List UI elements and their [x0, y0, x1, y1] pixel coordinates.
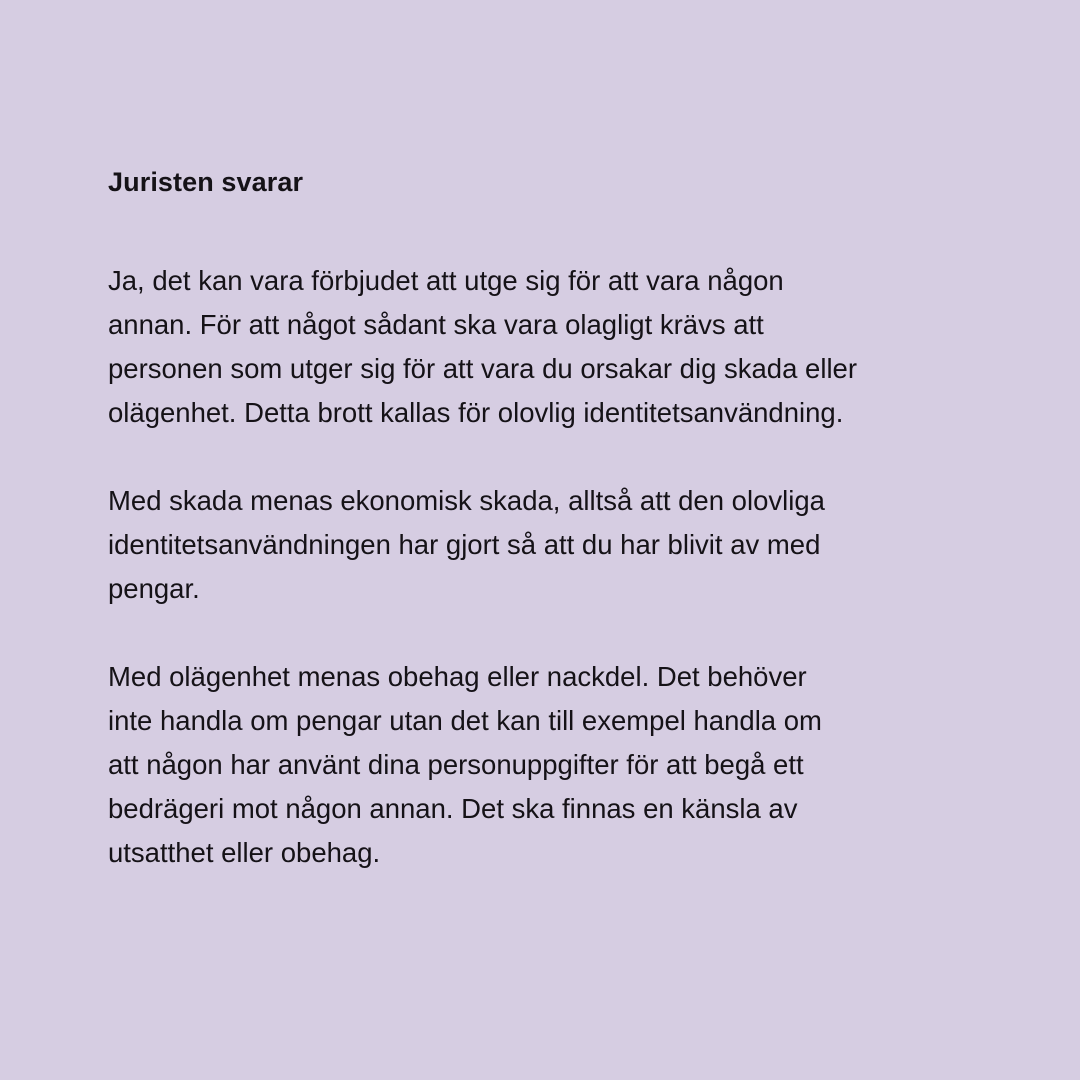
paragraph-line: annan. För att något sådant ska vara olagligt krävs att — [108, 309, 764, 340]
paragraph-line: utsatthet eller obehag. — [108, 837, 381, 868]
answer-paragraph-1 — [108, 259, 988, 435]
answer-paragraph-3 — [108, 655, 988, 875]
paragraph-line: Ja, det kan vara förbjudet att utge sig för att vara någon — [108, 265, 784, 296]
paragraph-line: olägenhet. Detta brott kallas för olovlig identitetsanvändning. — [108, 397, 844, 428]
paragraph-line: bedrägeri mot någon annan. Det ska finnas en känsla av — [108, 793, 798, 824]
paragraph-line: inte handla om pengar utan det kan till exempel handla om — [108, 705, 822, 736]
paragraph-line: personen som utger sig för att vara du orsakar dig skada eller — [108, 353, 857, 384]
answer-paragraph-2 — [108, 479, 988, 611]
paragraph-line: Med olägenhet menas obehag eller nackdel. Det behöver — [108, 661, 807, 692]
paragraph-line: att någon har använt dina personuppgifter för att begå ett — [108, 749, 804, 780]
paragraph-line: Med skada menas ekonomisk skada, alltså att den olovliga — [108, 485, 825, 516]
paragraph-line: pengar. — [108, 573, 200, 604]
answer-card — [108, 162, 988, 875]
paragraph-line: identitetsanvändningen har gjort så att du har blivit av med — [108, 529, 821, 560]
page-title: Juristen svarar — [108, 167, 304, 197]
